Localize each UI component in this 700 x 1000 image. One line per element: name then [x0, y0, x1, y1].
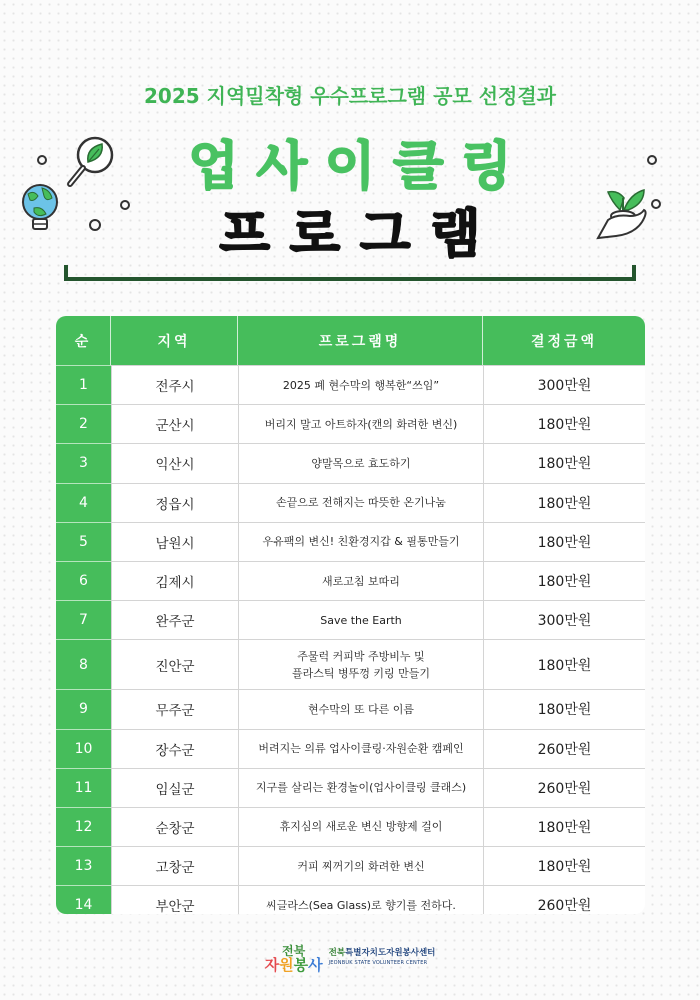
row-program: 버려지는 의류 업사이클링·자원순환 캠페인: [238, 730, 483, 768]
row-number: 1: [56, 365, 111, 404]
page-title-line2: 프로그램: [219, 205, 501, 265]
header-no: 순: [56, 316, 111, 365]
org-name-rest: 특별자치도자원봉사센터: [345, 948, 436, 958]
row-region: 김제시: [111, 562, 238, 600]
org-name: [329, 948, 436, 958]
table-row: [56, 600, 645, 639]
row-amount: 260만원: [483, 730, 645, 768]
header-amount: 결정금액: [530, 333, 598, 350]
table-header: [56, 316, 645, 365]
row-amount: 300만원: [483, 601, 645, 639]
row-amount: 180만원: [483, 562, 645, 600]
table-row: [56, 807, 645, 846]
row-amount: 260만원: [483, 769, 645, 807]
row-region: 순창군: [111, 808, 238, 846]
row-number: 11: [56, 768, 111, 807]
row-region: 전주시: [111, 366, 238, 404]
row-program: 휴지심의 새로운 변신 방향제 걸이: [238, 808, 483, 846]
row-number: 2: [56, 404, 111, 443]
row-amount: 300만원: [483, 366, 645, 404]
row-region: 완주군: [111, 601, 238, 639]
header-region: 지역: [111, 316, 238, 365]
row-number: 14: [56, 885, 111, 914]
table-row: [56, 483, 645, 522]
row-program: 현수막의 또 다른 이름: [238, 690, 483, 728]
results-table: [56, 316, 645, 914]
row-amount: 180만원: [483, 523, 645, 561]
row-region: 임실군: [111, 769, 238, 807]
table-row: [56, 768, 645, 807]
row-amount: 180만원: [483, 484, 645, 522]
row-program: Save the Earth: [238, 601, 483, 639]
row-number: 4: [56, 483, 111, 522]
row-number: 12: [56, 807, 111, 846]
row-program: 씨글라스(Sea Glass)로 향기를 전하다.: [238, 886, 483, 914]
row-amount: 180만원: [483, 444, 645, 482]
row-number: 3: [56, 443, 111, 482]
page-title-line1: 업사이클링: [188, 137, 530, 197]
row-region: 익산시: [111, 444, 238, 482]
table-row: [56, 365, 645, 404]
row-amount: 180만원: [483, 847, 645, 885]
row-region: 정읍시: [111, 484, 238, 522]
row-region: 무주군: [111, 690, 238, 728]
row-number: 9: [56, 689, 111, 728]
header-program: 프로그램명: [238, 316, 483, 365]
hand-sprout-icon: [590, 150, 690, 250]
row-program: 2025 폐 현수막의 행복한“쓰임”: [238, 366, 483, 404]
row-region: 장수군: [111, 730, 238, 768]
row-program: 커피 찌꺼기의 화려한 변신: [238, 847, 483, 885]
row-program-line1: 주물럭 커피박 주방비누 및: [297, 649, 425, 663]
volunteer-logo: [265, 944, 323, 972]
row-number: 7: [56, 600, 111, 639]
row-program: 버리지 말고 아트하자(캔의 화려한 변신): [238, 405, 483, 443]
row-program-line2: 플라스틱 병뚜껑 키링 만들기: [291, 666, 430, 680]
logo-bottom-text: 자원봉사: [264, 956, 323, 974]
table-row: [56, 885, 645, 914]
row-amount: 180만원: [483, 640, 645, 689]
row-program: 손끝으로 전해지는 따뜻한 온기나눔: [238, 484, 483, 522]
row-program: 지구를 살리는 환경놀이(업사이클링 클래스): [238, 769, 483, 807]
table-row: [56, 561, 645, 600]
table-row: [56, 404, 645, 443]
table-row: [56, 443, 645, 482]
title-bracket: [64, 265, 636, 281]
row-region: 진안군: [111, 640, 238, 689]
org-name-block: [329, 948, 436, 968]
row-program: [238, 640, 483, 689]
row-number: 13: [56, 846, 111, 885]
table-row: [56, 846, 645, 885]
row-program: 새로고침 보따리: [238, 562, 483, 600]
row-region: 군산시: [111, 405, 238, 443]
org-prefix: 전북: [328, 948, 346, 958]
footer-logo: [0, 944, 700, 972]
org-name-en: JEONBUK STATE VOLUNTEER CENTER: [328, 960, 428, 966]
page-subtitle: 2025 지역밀착형 우수프로그램 공모 선정결과: [144, 84, 556, 108]
table-row: [56, 639, 645, 689]
earth-bulb-icon: [18, 180, 68, 240]
row-amount: 180만원: [483, 405, 645, 443]
table-row: [56, 522, 645, 561]
table-row: [56, 689, 645, 728]
row-program: 우유팩의 변신! 친환경지갑 & 필통만들기: [238, 523, 483, 561]
row-program: 양말목으로 효도하기: [238, 444, 483, 482]
row-region: 고창군: [111, 847, 238, 885]
row-amount: 180만원: [483, 690, 645, 728]
row-number: 5: [56, 522, 111, 561]
logo-top-text: 전북: [282, 944, 306, 958]
row-region: 부안군: [111, 886, 238, 914]
row-number: 8: [56, 639, 111, 689]
row-amount: 180만원: [483, 808, 645, 846]
row-number: 6: [56, 561, 111, 600]
table-row: [56, 729, 645, 768]
row-number: 10: [56, 729, 111, 768]
row-region: 남원시: [111, 523, 238, 561]
row-amount: 260만원: [483, 886, 645, 914]
